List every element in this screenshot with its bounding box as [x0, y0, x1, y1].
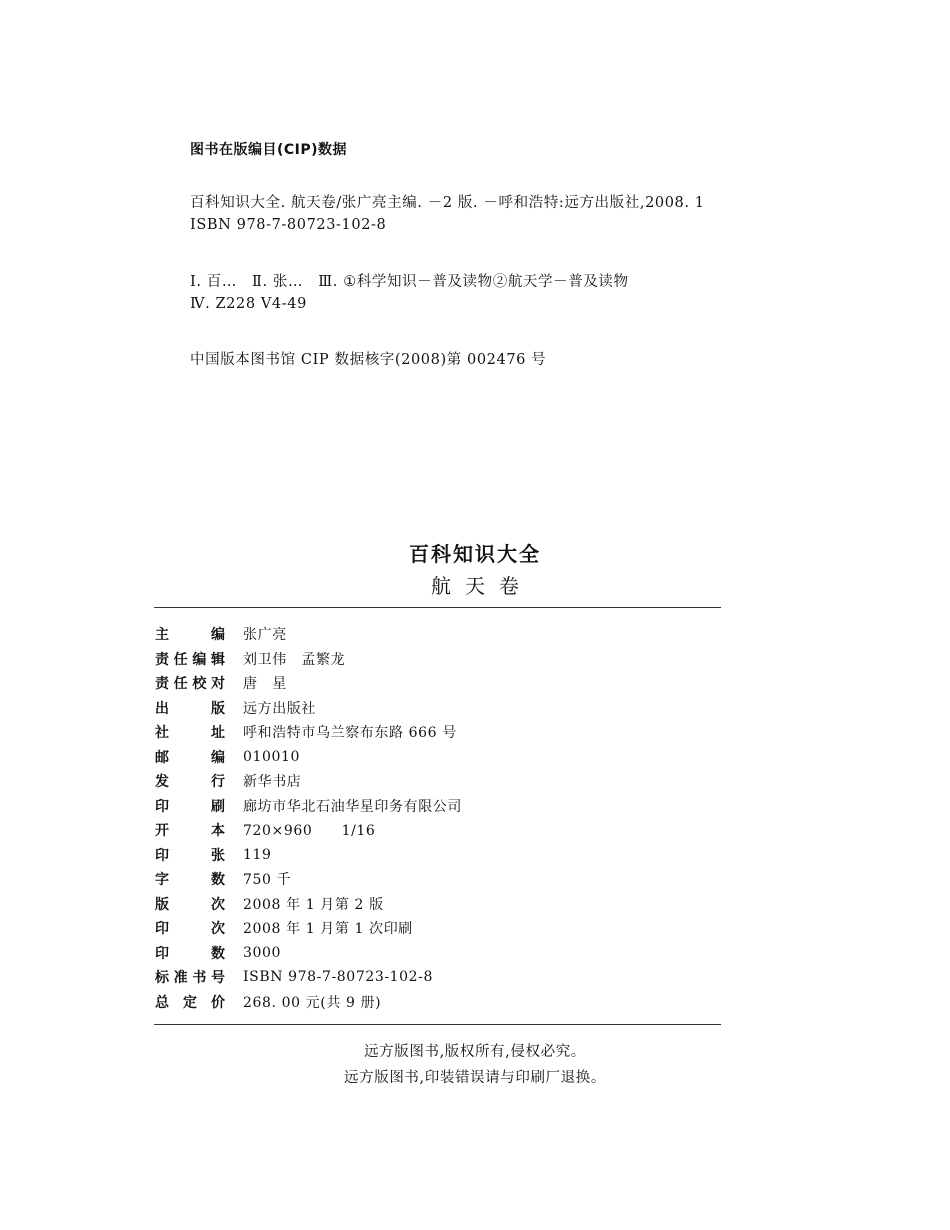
imprint-info-label — [155, 698, 225, 718]
cip-line-classification: I. 百… Ⅱ. 张… Ⅲ. ①科学知识－普及读物②航天学－普及读物 — [190, 274, 629, 290]
imprint-info-value: 750 千 — [243, 872, 292, 888]
imprint-info-row — [155, 623, 287, 645]
cip-line-title: 百科知识大全. 航天卷/张广亮主编. －2 版. －呼和浩特:远方出版社,2008. 1 — [190, 195, 705, 211]
label-char: 号 — [210, 970, 225, 986]
imprint-info-value: 呼和浩特市乌兰察布东路 666 号 — [243, 725, 457, 741]
label-char: 任 — [173, 676, 188, 692]
imprint-info-value: 2008 年 1 月第 2 版 — [243, 896, 384, 913]
cip-heading: 图书在版编目(CIP)数据 — [190, 142, 348, 158]
label-char: 邮 — [155, 749, 169, 766]
label-char: 总 — [155, 994, 169, 1011]
cip-line-isbn: ISBN 978-7-80723-102-8 — [190, 217, 387, 233]
imprint-info-label — [155, 673, 225, 693]
imprint-info-row — [155, 991, 381, 1013]
label-char: 印 — [155, 798, 169, 815]
imprint-info-value: 3000 — [243, 944, 282, 961]
imprint-info-row — [155, 746, 300, 768]
label-char: 版 — [155, 896, 169, 913]
imprint-info-row — [155, 697, 316, 719]
imprint-info-label — [155, 967, 225, 987]
top-rule — [154, 607, 721, 608]
label-char: 书 — [192, 970, 207, 986]
imprint-info-row — [155, 672, 287, 694]
label-char: 责 — [155, 676, 169, 692]
label-char: 准 — [173, 970, 188, 986]
imprint-info-value: 张广亮 — [243, 627, 287, 643]
label-char: 价 — [211, 994, 225, 1011]
label-char: 址 — [211, 725, 225, 741]
label-char: 印 — [155, 945, 169, 962]
imprint-info-value: 2008 年 1 月第 1 次印刷 — [243, 921, 413, 937]
imprint-info-value: 010010 — [243, 748, 301, 765]
imprint-info-label — [155, 869, 225, 889]
label-char: 编 — [192, 651, 207, 668]
label-char: 开 — [155, 823, 169, 839]
imprint-info-label — [155, 624, 225, 644]
label-char: 社 — [155, 725, 169, 741]
label-char: 出 — [155, 700, 169, 717]
imprint-info-value: 刘卫伟 孟繁龙 — [243, 651, 346, 668]
imprint-info-value: 唐 星 — [243, 676, 287, 692]
imprint-info-row — [155, 770, 301, 792]
label-char: 张 — [211, 847, 225, 864]
label-char: 责 — [155, 651, 169, 668]
imprint-info-value: 廊坊市华北石油华星印务有限公司 — [243, 798, 462, 815]
imprint-info-row — [155, 819, 375, 841]
imprint-info-label — [155, 943, 225, 963]
cip-line-verification: 中国版本图书馆 CIP 数据核字(2008)第 002476 号 — [190, 352, 547, 368]
imprint-info-label — [155, 747, 225, 767]
imprint-info-row — [155, 917, 413, 939]
book-subtitle: 航天卷 — [431, 574, 533, 598]
label-char: 版 — [211, 700, 225, 717]
imprint-info-label — [155, 845, 225, 865]
label-char: 标 — [155, 970, 169, 986]
imprint-info-label — [155, 918, 225, 938]
imprint-info-row — [155, 942, 281, 964]
label-char: 次 — [211, 896, 225, 913]
label-char: 数 — [211, 945, 225, 962]
label-char: 定 — [183, 994, 197, 1011]
imprint-info-label — [155, 649, 225, 669]
imprint-info-value: 119 — [243, 846, 272, 863]
return-notice: 远方版图书,印装错误请与印刷厂退换。 — [344, 1070, 606, 1086]
copyright-notice: 远方版图书,版权所有,侵权必究。 — [364, 1044, 586, 1060]
imprint-info-row — [155, 795, 462, 817]
label-char: 字 — [155, 872, 169, 888]
imprint-info-row — [155, 966, 433, 988]
label-char: 刷 — [211, 798, 225, 815]
label-char: 印 — [155, 921, 169, 937]
imprint-info-value: 新华书店 — [243, 774, 302, 790]
cip-line-class-number: Ⅳ. Z228 V4-49 — [190, 296, 307, 312]
label-char: 对 — [210, 676, 225, 692]
label-char: 本 — [211, 823, 225, 839]
imprint-info-row — [155, 893, 384, 915]
label-char: 辑 — [210, 651, 225, 668]
imprint-info-label — [155, 796, 225, 816]
label-char: 主 — [155, 627, 169, 643]
label-char: 编 — [211, 627, 225, 643]
label-char: 校 — [192, 676, 207, 692]
label-char: 行 — [211, 774, 225, 790]
label-char: 任 — [173, 651, 188, 668]
imprint-info-row — [155, 721, 457, 743]
book-title: 百科知识大全 — [409, 542, 541, 566]
imprint-info-value: 远方出版社 — [243, 700, 316, 717]
label-char: 次 — [211, 921, 225, 937]
imprint-info-label — [155, 820, 225, 840]
label-char: 发 — [155, 774, 169, 790]
label-char: 编 — [211, 749, 225, 766]
imprint-info-label — [155, 992, 225, 1012]
imprint-info-row — [155, 844, 272, 866]
imprint-info-row — [155, 868, 291, 890]
imprint-info-value: 720×960 1/16 — [243, 823, 376, 839]
imprint-info-label — [155, 771, 225, 791]
imprint-info-label — [155, 894, 225, 914]
label-char: 印 — [155, 847, 169, 864]
imprint-info-label — [155, 722, 225, 742]
imprint-info-value: ISBN 978-7-80723-102-8 — [243, 969, 434, 985]
bottom-rule — [154, 1024, 721, 1025]
imprint-info-value: 268. 00 元(共 9 册) — [243, 994, 382, 1011]
label-char: 数 — [211, 872, 225, 888]
imprint-info-row — [155, 648, 345, 670]
